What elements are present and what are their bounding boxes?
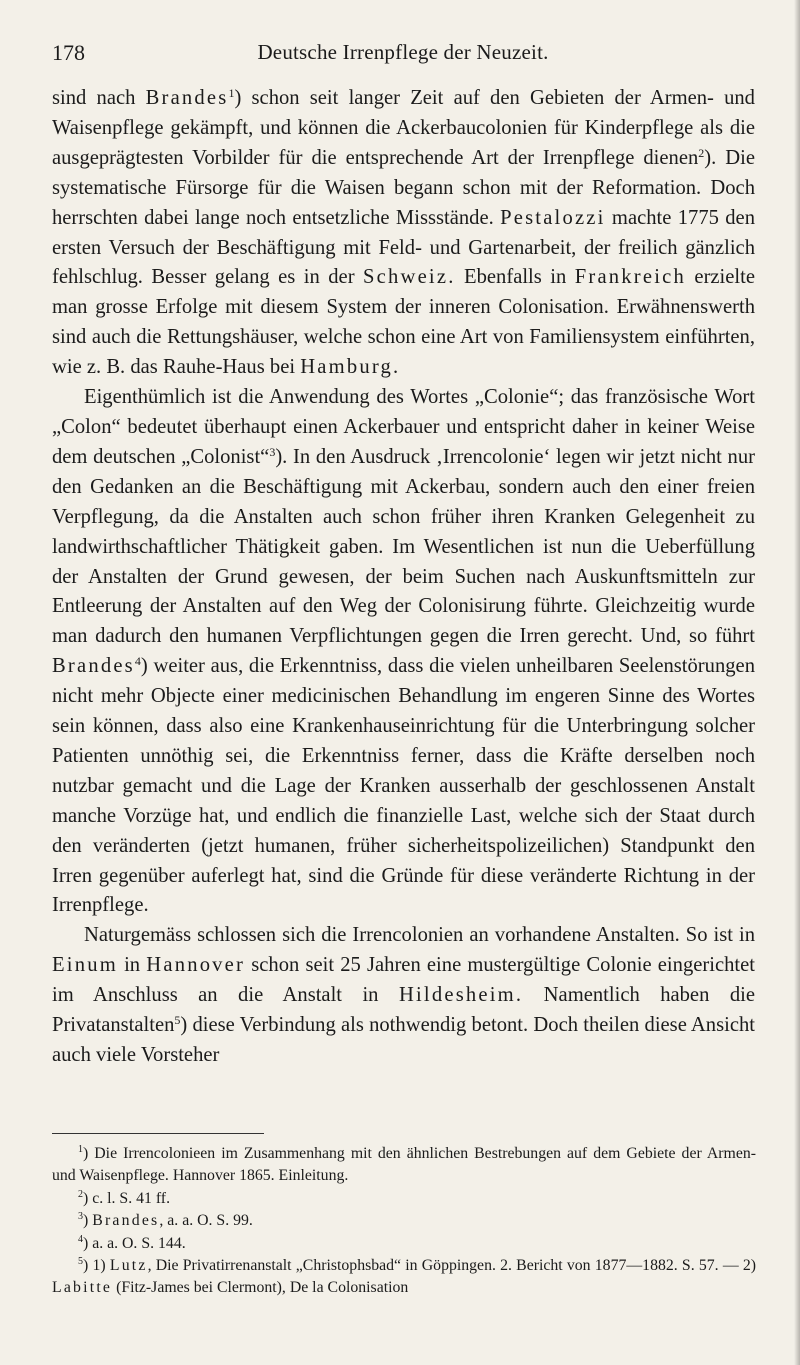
footnote-ref: 3 [269,444,276,459]
footnote-3: $^3$) Brandes, a. a. O. S. 99. [78,1211,253,1230]
spaced-name: Brandes [52,655,135,678]
page-number: 178 [52,40,85,65]
footnotes [52,1143,756,1300]
footnote-ref: 2 [698,145,705,160]
footnote-2: $^2$) c. l. S. 41 ff. [78,1188,171,1207]
spaced-name: Hannover [146,954,246,977]
spaced-name: Pestalozzi [500,206,606,229]
footnote-ref: 4 [134,654,141,669]
spaced-name: Lutz [109,1257,148,1275]
spaced-name: Einum [52,954,118,977]
spaced-name: Brandes [92,1212,160,1230]
spaced-name: Hamburg. [300,356,401,379]
footnote-1: $^1$) Die Irrencolonieen im Zusammenhang mit den ähnlichen Bestrebungen auf dem Gebiete der Armen- und Waisenpflege. Hannover 1865. Einleitung. [52,1144,756,1185]
page-edge-shadow [794,0,800,1365]
footnote-divider [52,1133,264,1134]
paragraph-3: Naturgemäss schlossen sich die Irrencolonien an vorhandene Anstalten. So ist in Einum in Hannover schon seit 25 Jahren eine mustergültige Colonie eingerichtet im Anschluss an die Anstalt in Hildesheim. Namentlich haben die Privatanstalten$^5$) diese Verbindung als nothwendig betont. Doch theilen diese Ansicht auch viele Vorsteher [52,924,755,1066]
running-title: Deutsche Irrenpflege der Neuzeit. [257,40,549,64]
spaced-name: Brandes [145,87,229,109]
page-header [52,40,754,70]
main-text [52,84,755,1071]
footnote-4: $^4$) a. a. O. S. 144. [78,1233,186,1252]
spaced-name: Frankreich [574,266,686,289]
paragraph-1: sind nach Brandes$^1$) schon seit langer Zeit auf den Gebieten der Armen- und Waisenpflege gekämpft, und können die Ackerbaucolonien für Kinderpflege als die ausgeprägtesten Vorbilder für die entsprechende Art der Irrenpflege dienen$^2$). Die systematische Fürsorge für die Waisen begann schon mit der Reformation. Doch herrschten dabei lange noch entsetzliche Missstände. Pestalozzi machte 1775 den ersten Versuch der Beschäftigung mit Feld- und Gartenarbeit, der freilich gänzlich fehlschlug. Besser gelang es in der Schweiz. Ebenfalls in Frankreich erzielte man grosse Erfolge mit diesem System der inneren Colonisation. Erwähnenswerth sind auch die Rettungshäuser, welche schon eine Art von Familiensystem einführten, wie z. B. das Rauhe-Haus bei Hamburg. [52,86,756,379]
footnote-ref: 1 [228,86,235,100]
spaced-name: Schweiz. [363,266,456,289]
footnote-ref: 5 [174,1013,181,1028]
paragraph-2: Eigenthümlich ist die Anwendung des Wortes „Colonie“; das französische Wort „Colon“ bedeutet überhaupt einen Ackerbauer und entspricht daher in keiner Weise dem deutschen „Colonist“$^3$). In den Ausdruck ‚Irrencolonie‘ legen wir jetzt nicht nur den Gedanken an die Beschäftigung mit Ackerbau, sondern auch den einer freien Verpflegung, da die Anstalten auch schon früher ihren Kranken Gelegenheit zu landwirthschaftlicher Thätigkeit gaben. Im Wesentlichen ist nun die Ueberfüllung der Anstalten der Grund gewesen, der beim Suchen nach Auskunftsmitteln zur Entleerung der Anstalten auf den Weg der Colonisirung führte. Gleichzeitig wurde man dadurch den humanen Verpflichtungen gegen die Irren gerecht. Und, so führt Brandes$^4$) weiter aus, die Erkenntniss, dass die vielen unheilbaren Seelenstörungen nicht mehr Objecte einer medicinischen Behandlung im engeren Sinne des Wortes sein können, dass also eine Krankenhauseinrichtung für die Unterbringung solcher Patienten unnöthig sei, die Erkenntniss ferner, dass die Kräfte derselben noch nutzbar gemacht und die Lage der Kranken ausserhalb der geschlossenen Anstalt manche Vorzüge hat, und endlich die finanzielle Last, welche sich der Staat durch den veränderten (jetzt humanen, früher sicherheitspolizeilichen) Standpunkt den Irren gegenüber auferlegt hat, sind die Gründe für diese veränderte Richtung in der Irrenpflege. [52,386,755,917]
spaced-name: Labitte [52,1279,113,1297]
footnote-5: $^5$) 1) Lutz, Die Privatirrenanstalt „Christophsbad“ in Göppingen. 2. Bericht von 1877—1882. S. 57. — 2) Labitte (Fitz-James bei Clermont), De la Colonisation [52,1256,756,1297]
spaced-name: Hildesheim. [398,984,524,1007]
